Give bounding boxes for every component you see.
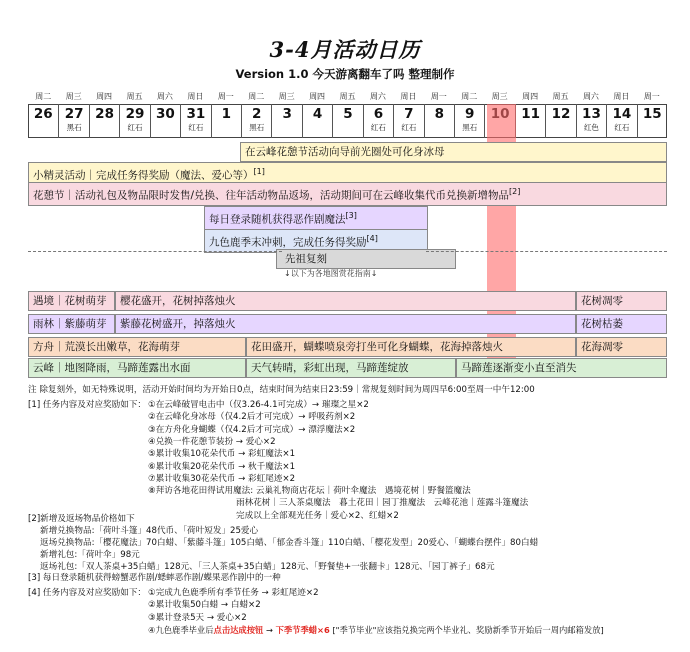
day-cell [393,104,423,138]
day-number: 27 [64,106,84,122]
day-cell [302,104,332,138]
region-yunfeng-right [456,358,667,378]
note-text: ["季节毕业"应该指兑换完两个毕业礼、奖励新季节开始后一周内邮箱发放] [329,625,604,635]
event-bar-festival [28,182,667,206]
region-mid: 花田盛开，蝴蝶喷泉旁打坐可化身蝴蝶，花海掉落烛火 [251,341,503,353]
region-fangzhou-mid [246,337,576,357]
notes-line-general: 注 除复刻外，如无特殊说明，活动开始时间均为开始日0点，结束时间为结束日23:59｜常规复刻时间为周四早6:00至周一中午12:00 [28,385,535,395]
day-cell [363,104,393,138]
notes-s3: [3] 每日登录随机获得螃蟹恶作剧/蟋蟀恶作剧/蝶果恶作剧中的一种 [28,573,281,583]
note-line: ⑤累计收集10花朵代币 → 彩虹魔法×1 [148,449,296,460]
day-number: 5 [343,106,353,122]
region-mid: 天气转晴，彩虹出现，马蹄莲绽放 [251,362,409,374]
notes-s4-last [148,624,604,637]
region-label: 雨林｜紫藤萌芽 [33,318,107,330]
divider-text: ↓以下为各地图赏花指南↓ [284,269,378,278]
weekday-label: 周四 [96,92,113,101]
weekday-label: 周六 [582,92,599,101]
region-yulin-mid [115,314,576,334]
day-note: 红石 [127,123,143,132]
notes-s1-head: [1] 任务内容及对应奖励如下： [28,400,147,410]
region-yujing-mid [115,291,576,311]
note-line: 新增兑换物品:「荷叶斗篷」48代币、「荷叶短发」25爱心 [40,526,259,536]
divider-right [426,251,667,252]
day-note: 红石 [370,123,386,132]
weekday-label: 周四 [522,92,539,101]
day-number: 14 [612,106,632,122]
weekday-label: 周六 [156,92,173,101]
day-note: 黑石 [66,123,82,132]
region-yujing-label [28,291,115,311]
weekday-label: 周一 [430,92,447,101]
note-line: 雨林花树｜三人茶桌魔法 暮土花田｜园丁推魔法 云峰花池｜莲露斗篷魔法 [236,498,529,509]
note-line: ③累计登录5天 → 爱心×2 [148,612,247,623]
note-line: 返场礼包:「双人茶桌+35白蜡」128元、「三人茶桌+35白蜡」128元、「野餐垫+一张翻卡」128元、「园丁裤子」68元 [40,562,495,572]
day-number: 13 [582,106,601,122]
footnote-ref: [2] [509,187,521,196]
weekday-label: 周二 [461,92,478,101]
note-line: 完成以上全部观光任务｜爱心×2、红蜡×2 [236,510,399,521]
event-text: 小精灵活动｜完成任务得奖励（魔法、爱心等） [33,169,254,182]
day-number: 6 [373,106,384,122]
day-number: 9 [465,106,475,122]
note-line: ①完成九色鹿季所有季节任务 → 彩虹尾迹×2 [148,588,319,598]
note-line: 返场兑换物品:「樱花魔法」70白蜡、「紫藤斗篷」105白蜡、「郁金香斗篷」110白蜡、「樱花发型」20爱心、「蝴蝶台摆件」80白蜡 [40,538,539,548]
region-yunfeng-label [28,358,246,378]
note-line: ④兑换一件花憩节装扮 → 爱心×2 [148,436,276,447]
day-number: 31 [186,106,206,122]
event-text: 在云峰花憩节活动向导前光圈处可化身冰母 [245,146,445,158]
day-number: 26 [33,106,53,122]
event-bar-rerun [276,249,456,269]
note-highlight: 点击达成按钮 [213,625,264,635]
day-number: 3 [282,106,292,122]
day-number: 7 [404,106,414,122]
weekday-label: 周五 [552,92,569,101]
region-mid: 紫藤花树盛开，掉落烛火 [120,318,236,330]
day-number: 28 [95,106,114,122]
weekday-label: 周三 [65,92,82,101]
day-note: 黑石 [249,123,265,132]
footnote-ref: [1] [253,167,265,176]
region-fangzhou-right [576,337,667,357]
day-cell [180,104,210,138]
notes-s2-head: [2]新增及返场物品价格如下 [28,514,135,524]
region-yunfeng-mid [246,358,456,378]
day-number: 8 [434,106,444,122]
note-line: ⑧拜访各地花田得试用魔法: 云巢礼物商店花坛｜荷叶伞魔法 遇境花树｜野餐篮魔法 [148,486,471,497]
day-number: 2 [252,106,262,122]
day-note: 红石 [188,123,204,132]
day-cell [606,104,636,138]
region-yujing-right [576,291,667,311]
region-yulin-label [28,314,115,334]
page-subtitle: Version 1.0 今天游离翻车了吗 整理制作 [235,67,455,81]
day-cell [211,104,241,138]
weekday-label: 周一 [643,92,660,101]
event-text: 每日登录随机获得恶作剧魔法 [209,213,346,226]
day-note: 红石 [401,123,417,132]
event-bar-prank [204,206,428,230]
region-right: 花树枯萎 [581,318,623,330]
day-number: 11 [521,106,540,122]
day-cell [28,104,58,138]
notes-s4-head: [4] 任务内容及对应奖励如下： [28,588,147,598]
event-text: 九色鹿季末冲刺，完成任务得奖励 [209,236,367,249]
event-bar-icemother [240,142,667,162]
day-number: 12 [551,106,571,122]
day-number: 30 [156,106,175,122]
weekday-label: 周二 [248,92,265,101]
note-line: ⑥累计收集20花朵代币 → 秋千魔法×1 [148,461,296,472]
weekday-label: 周日 [613,92,630,101]
day-cell [454,104,484,138]
note-line: 新增礼包:「荷叶伞」98元 [40,550,140,560]
day-cell [332,104,362,138]
day-cell [545,104,575,138]
day-cell [637,104,667,138]
region-right: 花树凋零 [581,295,623,307]
event-text: 花憩节｜活动礼包及物品限时发售/兑换、往年活动物品返场，活动期间可在云峰收集代币兑换新增物品 [33,189,510,202]
weekday-label: 周三 [491,92,508,101]
region-label: 云峰｜地图降雨，马蹄莲露出水面 [33,362,191,374]
day-number: 4 [312,106,323,122]
day-cell [89,104,119,138]
day-number: 1 [221,106,231,122]
day-note: 黑石 [462,123,478,132]
note-highlight: 下季节季蜡×6 [275,625,330,635]
footnote-ref: [3] [345,211,357,220]
day-cell [241,104,271,138]
day-number: 29 [125,106,145,122]
note-text: ④九色鹿季毕业后 [148,625,214,635]
weekday-label: 周日 [187,92,204,101]
day-note: 红色 [583,123,599,132]
day-cell [424,104,454,138]
divider-left [28,251,282,252]
day-cell [150,104,180,138]
day-cell [119,104,149,138]
footnote-ref: [4] [366,234,378,243]
day-cell [58,104,88,138]
note-line: ②在云峰化身冰母（仅4.2后才可完成）→ 呼吸药剂×2 [148,412,356,423]
weekday-label: 周一 [217,92,234,101]
day-cell [271,104,301,138]
event-text: 先祖复刻 [285,253,327,265]
day-cell [515,104,545,138]
region-fangzhou-label [28,337,246,357]
note-line: ③在方舟化身蝴蝶（仅4.2后才可完成）→ 漂浮魔法×2 [148,424,356,435]
note-line: ②累计收集50白蜡 → 白蜡×2 [148,600,261,611]
weekday-label: 周三 [278,92,295,101]
region-label: 方舟｜荒漠长出嫩草，花海萌芽 [33,341,180,353]
weekday-label: 周六 [369,92,386,101]
region-label: 遇境｜花树萌芽 [33,295,107,307]
region-right: 花海凋零 [581,341,623,353]
region-right: 马蹄莲逐渐变小直至消失 [461,362,577,374]
region-mid: 樱花盛开，花树掉落烛火 [120,295,236,307]
weekday-label: 周日 [400,92,417,101]
day-number: 15 [642,106,662,122]
note-text: → [263,625,276,635]
day-note: 红石 [614,123,630,132]
weekday-label: 周四 [309,92,326,101]
weekday-label: 周二 [35,92,52,101]
day-cell [576,104,606,138]
note-line: ⑦累计收集30花朵代币 → 彩虹尾迹×2 [148,473,296,484]
weekday-label: 周五 [126,92,143,101]
page-title: 3-4月活动日历 [269,37,421,62]
note-line: ①在云峰破冒电击中（仅3.26-4.1可完成）→ 璀璨之星×2 [148,400,369,410]
weekday-label: 周五 [339,92,356,101]
region-yulin-right [576,314,667,334]
